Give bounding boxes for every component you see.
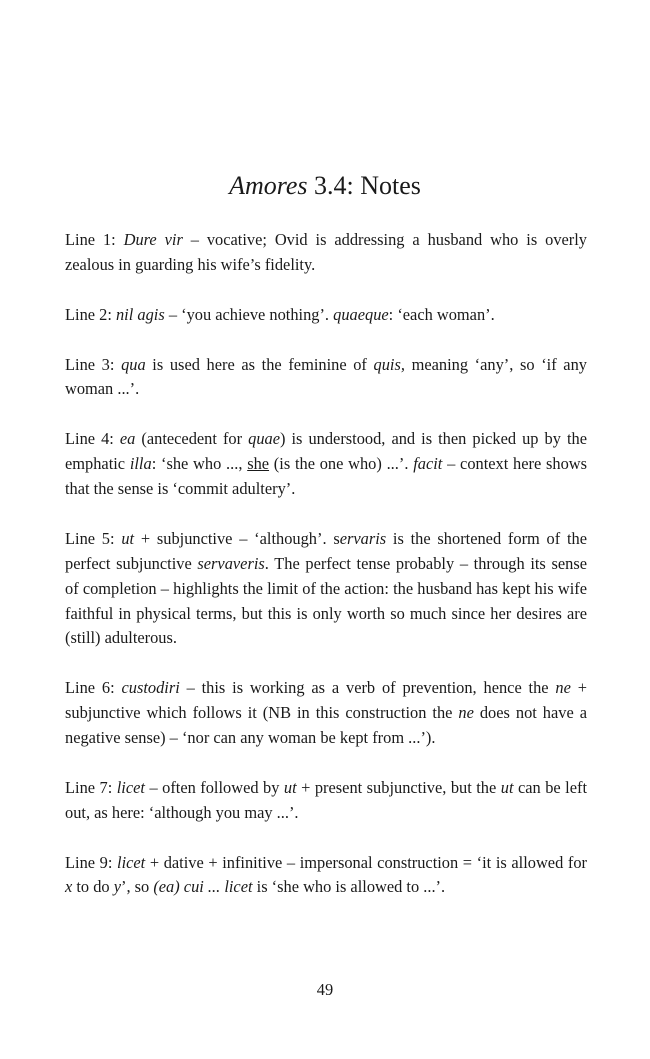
note-text: Line 1: xyxy=(65,230,124,249)
note-paragraph xyxy=(65,776,587,826)
note-text: is ‘she who is allowed to ...’. xyxy=(252,877,446,897)
note-text: . The perfect tense probably – through its sense of completion – highlights the limit of the action: the husband has kept his wife faithful in physical terms, but this is only worth so much since her desires are (still) adulterous. xyxy=(65,553,587,648)
note-text: can be left out, as here: ‘although you may ...’. xyxy=(65,777,587,822)
latin-term: nil agis xyxy=(115,304,165,324)
latin-term: quaeque xyxy=(333,304,389,324)
latin-term: facit xyxy=(413,454,443,474)
note-paragraph xyxy=(65,851,587,901)
notes-body xyxy=(65,228,587,900)
latin-term: ut xyxy=(283,777,297,797)
emphasis-underlined: she xyxy=(247,454,270,474)
note-paragraph xyxy=(65,303,587,328)
latin-term: custodiri xyxy=(121,678,180,698)
latin-term: quae xyxy=(248,429,280,449)
note-text: ’, so xyxy=(121,877,154,897)
note-paragraph xyxy=(65,527,587,652)
latin-term: ne xyxy=(555,678,571,698)
note-paragraph xyxy=(65,676,587,751)
note-text: (is the one who) ...’. xyxy=(269,454,414,474)
page-number: 49 xyxy=(316,980,334,999)
page-title-work: Amores xyxy=(229,171,308,200)
note-text: meaning ‘any’, so ‘if any woman ...’. xyxy=(65,354,587,399)
latin-term: ervaris xyxy=(339,528,387,548)
note-text: Line 7: xyxy=(65,777,117,797)
note-text: is used here as the feminine of xyxy=(145,354,374,374)
latin-term: servaveris xyxy=(197,553,265,573)
note-text: (antecedent for xyxy=(135,429,249,449)
note-paragraph xyxy=(65,228,587,278)
note-text: + present subjunctive, but the xyxy=(296,777,501,797)
latin-term: ne xyxy=(458,703,474,723)
note-text: ) is understood, and is then picked up by the emphatic xyxy=(65,429,587,474)
page-title-rest: 3.4: Notes xyxy=(307,171,421,200)
latin-term: (ea) cui ... licet xyxy=(153,877,253,897)
latin-term: ut xyxy=(121,528,135,548)
note-text: : ‘she who ..., xyxy=(151,454,248,474)
note-text: + dative + infinitive – impersonal construction = ‘it is allowed for xyxy=(145,852,587,872)
note-text: – context here shows that the sense is ‘commit adultery’. xyxy=(65,454,587,499)
note-text: Line 9: xyxy=(65,852,118,872)
latin-term: licet xyxy=(116,777,145,797)
note-text: is the shortened form of the perfect subjunctive xyxy=(65,528,588,573)
latin-term: quis, xyxy=(373,354,405,374)
note-text: + subjunctive which follows it (NB in this construction the xyxy=(65,678,587,723)
note-paragraph xyxy=(65,427,587,502)
note-text: – often followed by xyxy=(144,777,284,797)
note-text: – ‘you achieve nothing’. xyxy=(164,304,334,324)
latin-term: ea xyxy=(119,429,136,449)
note-text: Line 5: xyxy=(65,528,122,548)
note-text: Line 4: xyxy=(65,429,120,449)
note-text: to do xyxy=(72,877,114,897)
note-text: does not have a negative sense) – ‘nor can any woman be kept from ...’). xyxy=(65,703,587,748)
latin-term: Dure vir xyxy=(123,230,183,249)
note-text: : ‘each woman’. xyxy=(388,304,495,324)
note-text: Line 6: xyxy=(65,678,122,698)
note-text: – vocative; Ovid is addressing a husband who is overly zealous in guarding his wife’s fidelity. xyxy=(65,230,587,274)
latin-term: qua xyxy=(121,354,146,374)
note-text: – this is working as a verb of prevention, hence the xyxy=(179,678,556,698)
latin-term: illa xyxy=(129,454,152,474)
latin-term: licet xyxy=(117,852,146,872)
note-text: + subjunctive – ‘although’. s xyxy=(134,528,340,548)
note-text: Line 3: xyxy=(65,354,122,374)
latin-term: ut xyxy=(500,777,514,797)
latin-term: x xyxy=(65,877,73,897)
latin-term: y xyxy=(113,877,121,897)
note-text: Line 2: xyxy=(65,304,116,324)
page-title xyxy=(0,168,650,204)
note-paragraph xyxy=(65,353,587,403)
